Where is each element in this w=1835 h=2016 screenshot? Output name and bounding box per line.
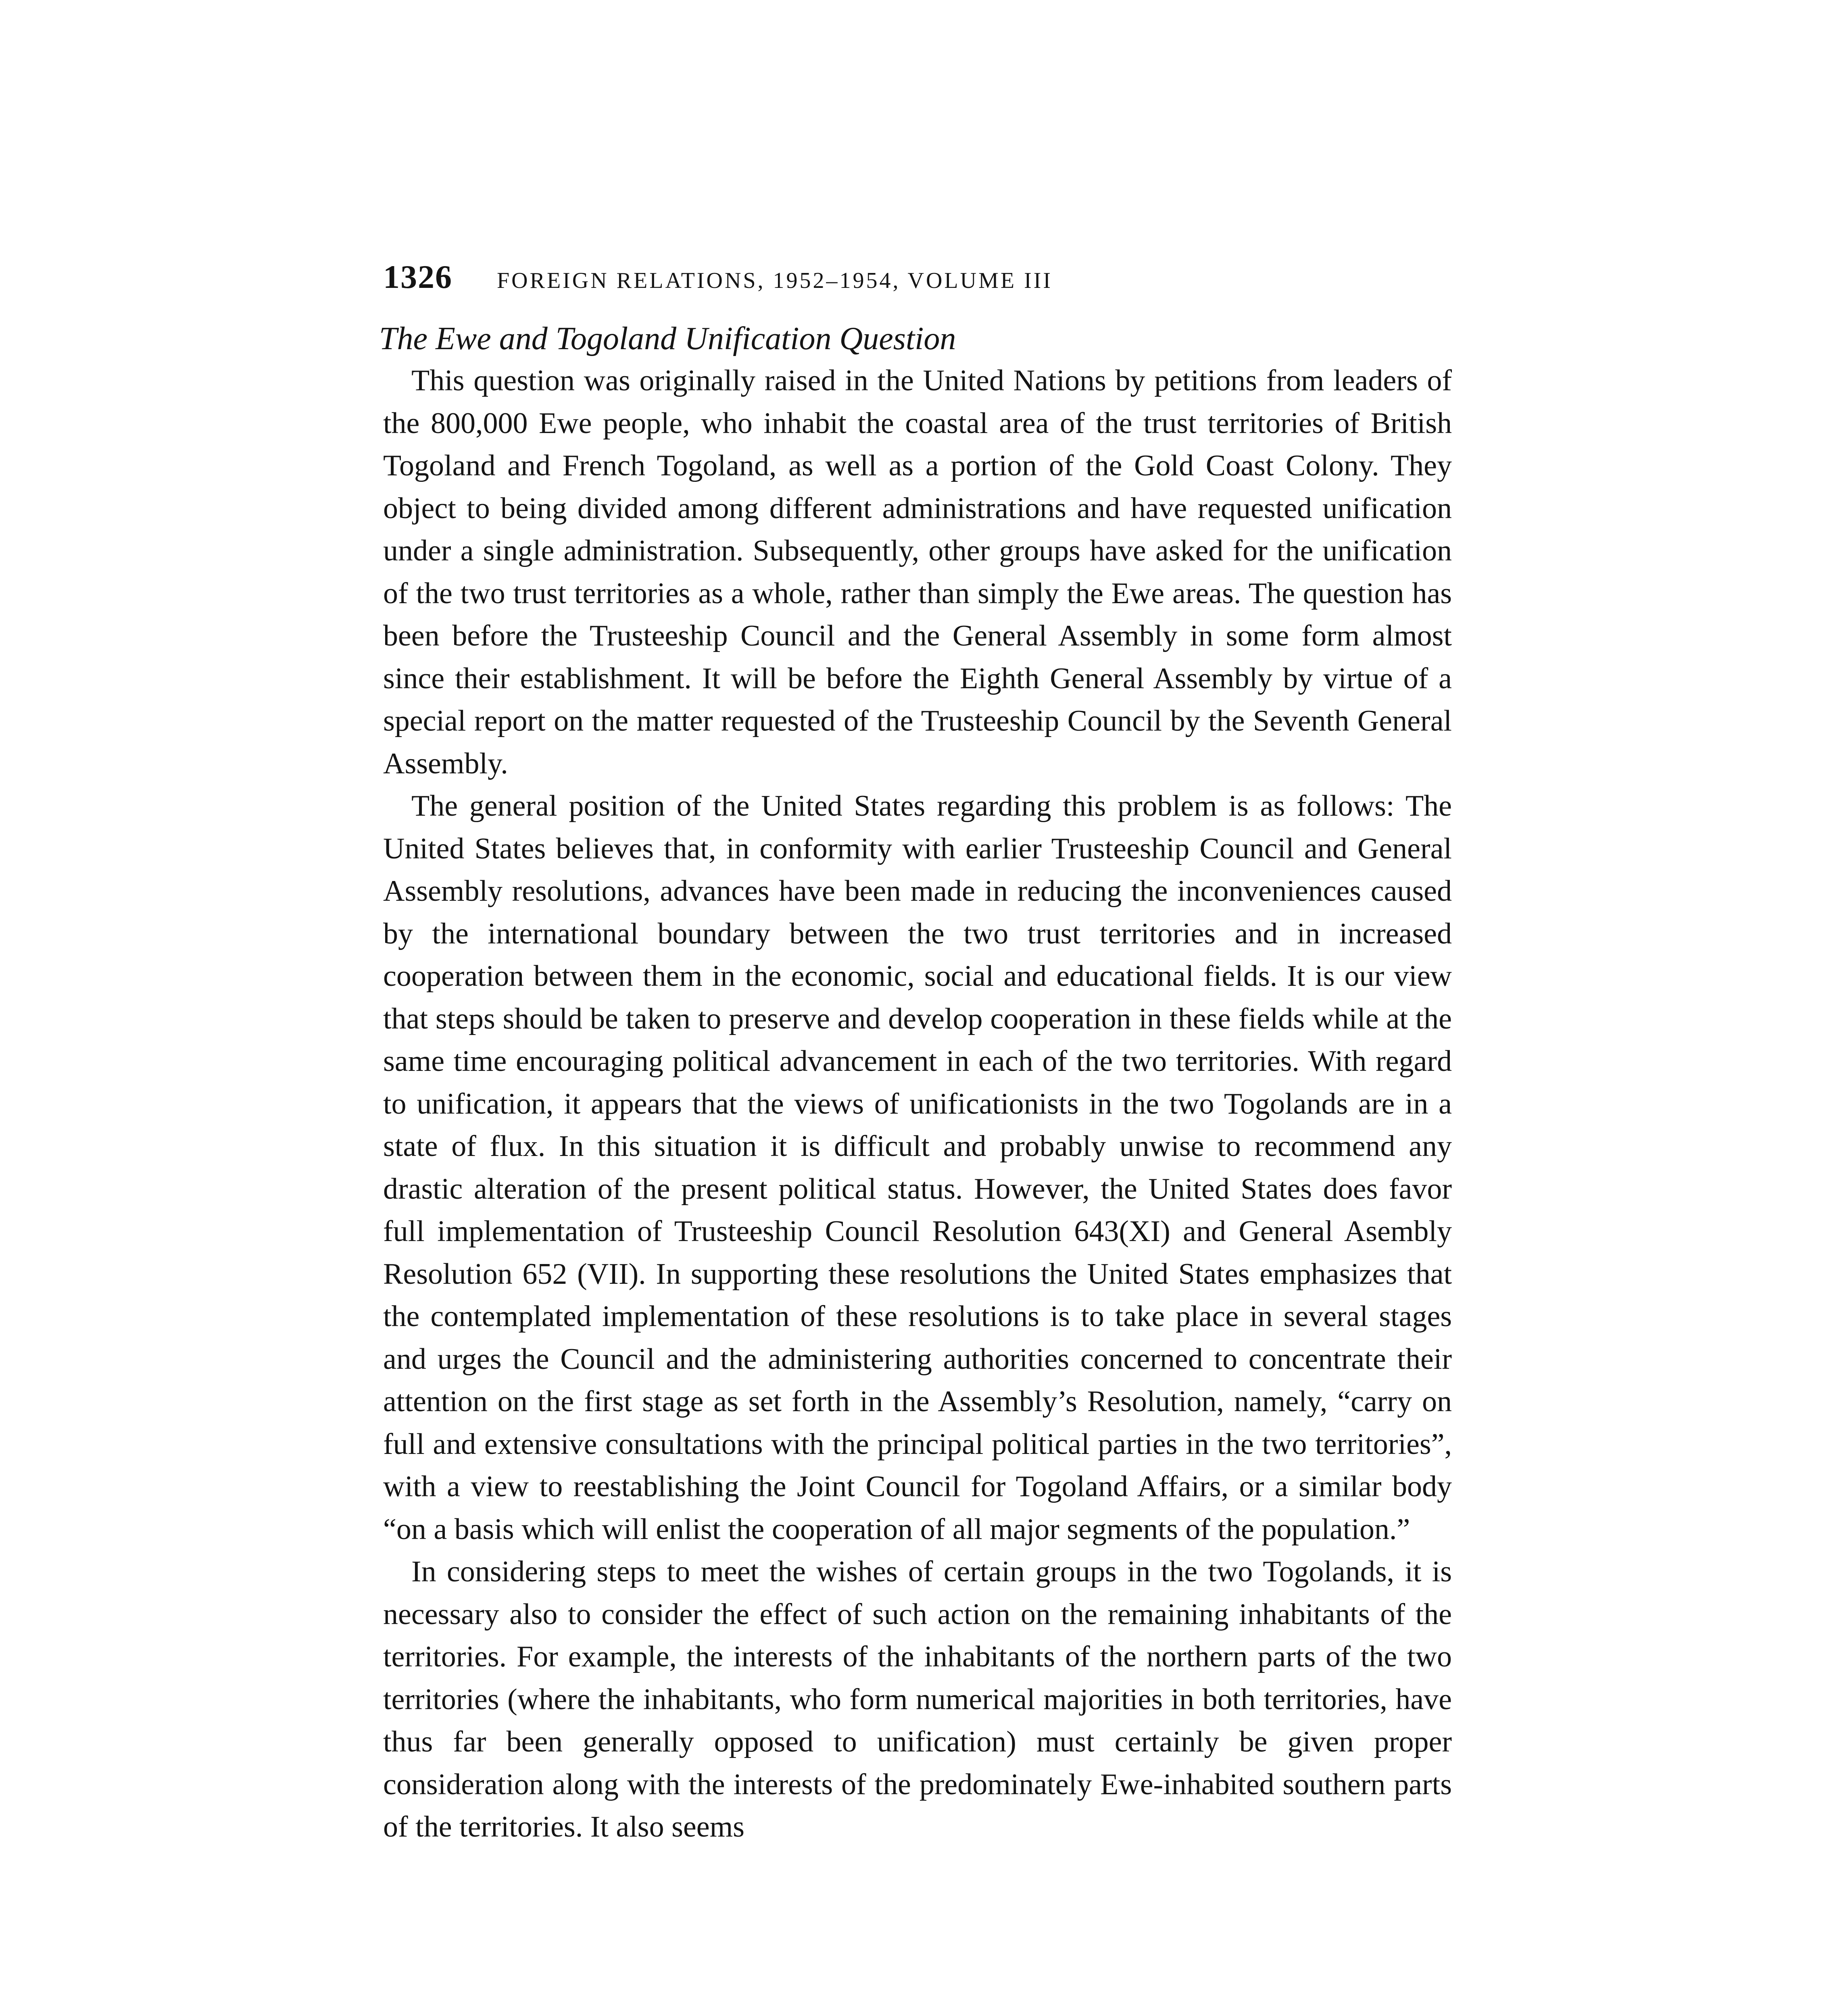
body-text <box>383 360 1452 1849</box>
paragraph: This question was originally raised in the United Nations by petitions from leaders of the 800,000 Ewe people, who inhabit the coastal area of the trust territories of British Togoland and French Togoland, as well as a portion of the Gold Coast Colony. They object to being divided among different administrations and have requested unification under a single administration. Subsequently, other groups have asked for the unification of the two trust territories as a whole, rather than simply the Ewe areas. The question has been before the Trusteeship Council and the General Assembly in some form almost since their establishment. It will be before the Eighth General Assembly by virtue of a special report on the matter requested of the Trusteeship Council by the Seventh General Assembly. <box>383 364 1452 780</box>
paragraph: In considering steps to meet the wishes of certain groups in the two Togolands, it is necessary also to consider the effect of such action on the remaining inhabitants of the territories. For example, the interests of the inhabitants of the northern parts of the two territories (where the inhabitants, who form numerical majorities in both territories, have thus far been generally opposed to unification) must certainly be given proper consideration along with the interests of the predominately Ewe-inhabited southern parts of the territories. It also seems <box>383 1555 1452 1843</box>
running-title: FOREIGN RELATIONS, 1952–1954, VOLUME III <box>497 268 1053 293</box>
document-page <box>379 258 1452 1849</box>
paragraph: The general position of the United States regarding this problem is as follows: The United States believes that, in conformity with earlier Trusteeship Council and General Assembly resolutions, advances have been made in reducing the inconveniences caused by the international boundary between the two trust territories and in increased cooperation between them in the economic, social and educational fields. It is our view that steps should be taken to preserve and develop cooperation in these fields while at the same time encouraging political advancement in each of the two territories. With regard to unification, it appears that the views of unificationists in the two Togolands are in a state of flux. In this situation it is difficult and probably unwise to recommend any drastic alteration of the present political status. However, the United States does favor full implementation of Trusteeship Council Resolution 643(XI) and General Asembly Resolution 652 (VII). In supporting these resolutions the United States emphasizes that the contemplated implementation of these resolutions is to take place in several stages and urges the Council and the administering authorities concerned to concentrate their attention on the first stage as set forth in the Assembly’s Resolution, namely, “carry on full and extensive consultations with the principal political parties in the two territories”, with a view to reestablishing the Joint Council for Togoland Affairs, or a similar body “on a basis which will enlist the cooperation of all major segments of the population.” <box>383 789 1452 1546</box>
page-number: 1326 <box>383 258 452 295</box>
running-head <box>383 258 1452 306</box>
section-heading: The Ewe and Togoland Unification Question <box>379 321 956 356</box>
